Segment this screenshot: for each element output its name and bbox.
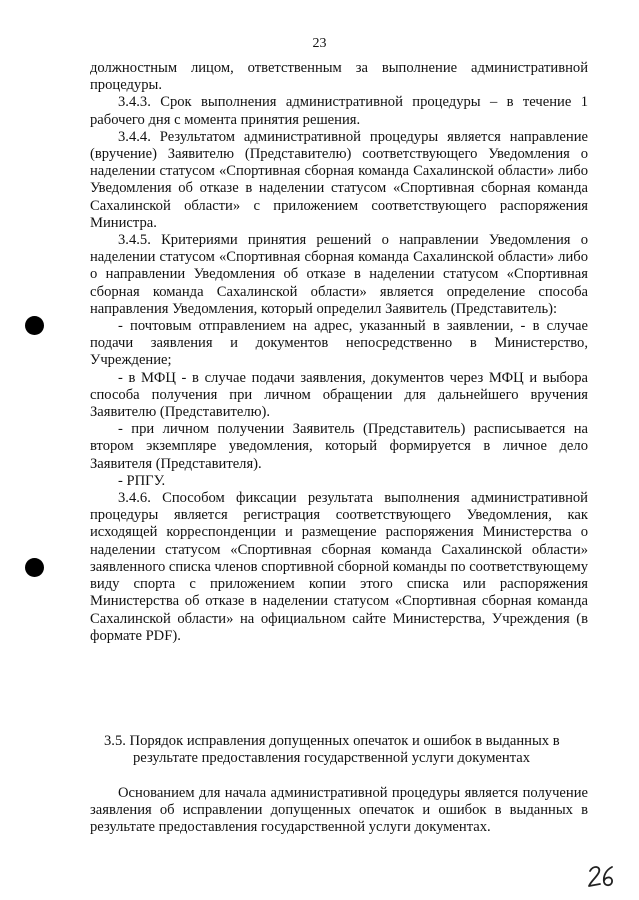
- paragraph-3-4-4: 3.4.4. Результатом административной процедуры является направление (вручение) Заявителю (Представителю) соответствующего Уведомления о наделении статусом «Спортивная сборная команда Сахалинской области» либо Уведомления об отказе в наделении статусом «Спортивная сборная команда Сахалинской области» с приложением соответствующего распоряжения Министра.: [90, 128, 588, 231]
- page-number: 23: [312, 36, 327, 51]
- list-item-personal: - при личном получении Заявитель (Представитель) расписывается на втором экземпляре уведомления, который формируется в личное дело Заявителя (Представителя).: [90, 421, 588, 472]
- section-body: [90, 785, 588, 837]
- section-heading-line-2: результате предоставления государственной услуги документах: [133, 750, 531, 767]
- paragraph-continuation: должностным лицом, ответственным за выполнение административной процедуры.: [90, 60, 588, 94]
- handwritten-page-number: [587, 864, 617, 888]
- paragraph-3-4-3: 3.4.3. Срок выполнения административной процедуры – в течение 1 рабочего дня с момента принятия решения.: [90, 94, 588, 128]
- paragraph-3-4-5: 3.4.5. Критериями принятия решений о направлении Уведомления о наделении статусом «Спортивная сборная команда Сахалинской области» либо о направлении Уведомления об отказе в наделении статусом «Спортивная сборная команда Сахалинской области» является определение способа направления Уведомления, который определил Заявитель (Представитель):: [90, 232, 588, 317]
- paragraph-3-5-basis: Основанием для начала административной процедуры является получение заявления об исправлении допущенных опечаток и ошибок в выданных в результате предоставления государственной услуги документах.: [90, 785, 588, 836]
- paragraph-3-4-6: 3.4.6. Способом фиксации результата выполнения административной процедуры является регистрация соответствующего Уведомления, как исходящей корреспонденции и размещение распоряжения Министерства о наделении статусом «Спортивная сборная команда Сахалинской области» заявленного списка членов спортивной сборной команды по соответствующему виду спорта с приложением копии этого списка или распоряжения Министерства об отказе в наделении статусом «Спортивная сборная команда Сахалинской области» на официальном сайте Министерства, Учреждения (в формате PDF).: [90, 490, 588, 644]
- section-heading-3-5: [90, 733, 588, 767]
- punch-hole-mark: [25, 558, 44, 577]
- list-item-rpgu: - РПГУ.: [118, 472, 166, 489]
- document-body: [90, 60, 588, 645]
- punch-hole-mark: [25, 316, 44, 335]
- list-item-postal: - почтовым отправлением на адрес, указанный в заявлении, - в случае подачи заявления и документов непосредственно в Министерство, Учреждение;: [90, 318, 588, 369]
- list-item-mfc: - в МФЦ - в случае подачи заявления, документов через МФЦ и выбора способа получения при личном обращении для дальнейшего вручения Заявителю (Представителю).: [90, 369, 588, 421]
- section-heading-line-1: 3.5. Порядок исправления допущенных опечаток и ошибок в выданных в: [104, 733, 560, 749]
